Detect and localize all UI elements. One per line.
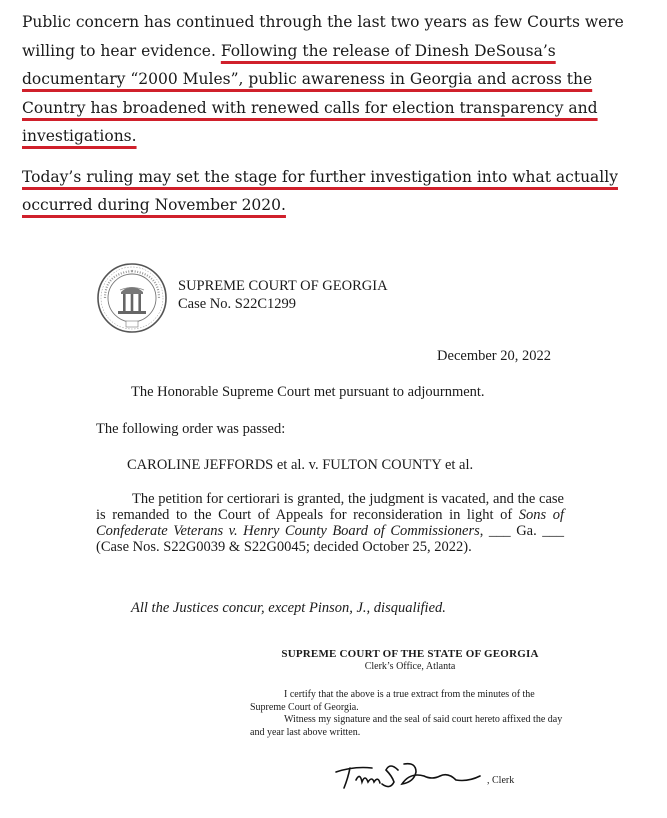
clerk-court-title: SUPREME COURT OF THE STATE OF GEORGIA: [281, 648, 539, 660]
clerk-certification: [250, 648, 570, 739]
concur-statement: All the Justices concur, except Pinson, J., disqualified.: [131, 600, 446, 616]
intro-p2-underlined: Today’s ruling may set the stage for further investigation into what actually occurred during November 2020.: [22, 167, 618, 214]
petition-start: The petition for certiorari is granted, the judgment is vacated, and the case is remanded to the Court of Appeals for reconsideration in light of: [96, 491, 564, 523]
court-header: [178, 277, 388, 313]
signature-icon: [332, 758, 484, 792]
case-number: Case No. S22C1299: [178, 296, 297, 312]
certify-text: [250, 689, 570, 739]
intro-paragraph-1: [22, 8, 647, 151]
met-statement: The Honorable Supreme Court met pursuant to adjournment.: [131, 384, 485, 400]
petition-paragraph: [96, 491, 564, 555]
certify-line-2: Witness my signature and the seal of said court hereto affixed the day and year last above written.: [250, 714, 563, 738]
petition-end: , ___ Ga. ___ (Case Nos. S22G0039 & S22G0045; decided October 25, 2022).: [96, 523, 564, 555]
intro-p1-underlined: Following the release of Dinesh DeSousa’s documentary “2000 Mules”, public awareness in Georgia and across the Country has broadened with renewed calls for election transparency and investigations.: [22, 41, 598, 145]
certify-line-1: I certify that the above is a true extract from the minutes of the Supreme Court of Georgia.: [250, 689, 535, 713]
court-name: SUPREME COURT OF GEORGIA: [178, 278, 388, 294]
state-seal-icon: [96, 262, 168, 334]
article-intro: [22, 8, 647, 232]
clerk-label: , Clerk: [487, 775, 515, 786]
clerk-office: Clerk’s Office, Atlanta: [364, 660, 456, 672]
petition-case-title: Sons of Confederate Veterans v. Henry County Board of Commissioners: [96, 507, 564, 539]
case-caption: CAROLINE JEFFORDS et al. v. FULTON COUNTY et al.: [127, 457, 474, 473]
order-statement: The following order was passed:: [96, 421, 286, 437]
intro-p1-plain: Public concern has continued through the last two years as few Courts were willing to hear evidence.: [22, 13, 624, 60]
intro-paragraph-2: [22, 163, 647, 220]
order-date: December 20, 2022: [437, 348, 551, 364]
